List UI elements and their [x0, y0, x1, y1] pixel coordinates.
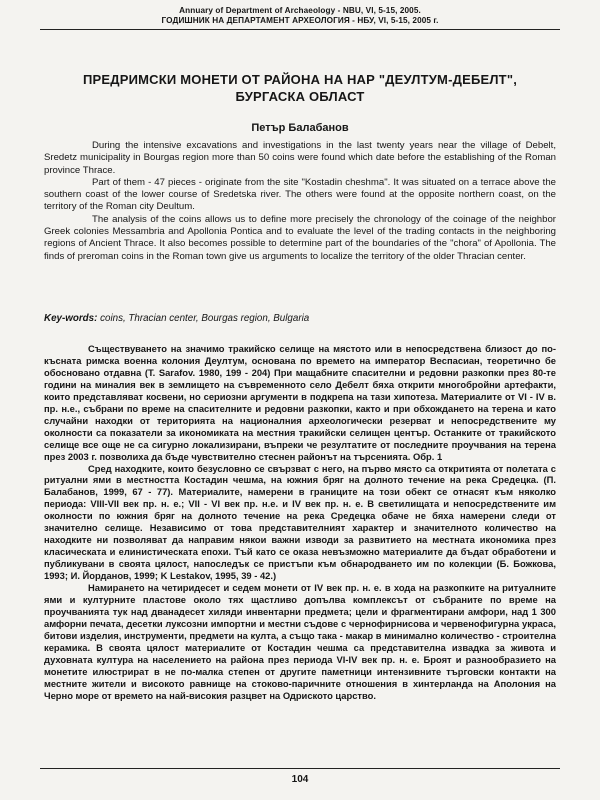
author-name: Петър Балабанов [251, 122, 349, 134]
footer-divider [40, 768, 560, 769]
abstract-paragraph: Part of them - 47 pieces - originate from the site "Kostadin cheshma". It was situated on a terrace above the southern coast of the lower course of Sredetska river. The others were found at the opposite northern coast, on the territory of the Roman city Deultum. [44, 176, 556, 213]
body-paragraph: Съществуването на значимо тракийско селище на мястото или в непосредствена близост до по-късната римска военна колония Деултум, основана по времето на император Веспасиан, теоретично бе обосновано отдавна (T. Sarafov. 1980, 199 - 204) При мащабните спасителни и редовни разкопки през 80-те години на миналия век в землището на съвременното село Дебелт бяха открити многобройни артефакти, които представляват косвени, но сериозни аргументи в подкрепа на тази хипотеза. Материалите от VI - IV в. пр. н.е., събрани по време на спасителните и редовни разкопки, както и при обхождането на терена и като случайни находки от територията на националния археологически резерват и непосредствените му околности са показатели за икономиката на местния тракийски селищен център. Останките от тракийското селище все още не са сигурно локализирани, въпреки че резултатите от последните проучвания на терена през 2003 г. позволиха да бъде чувствително стеснен районът на търсенията. Обр. 1 [44, 343, 556, 462]
article-body [44, 343, 556, 702]
abstract-paragraph: The analysis of the coins allows us to define more precisely the chronology of the coinage of the neighbor Greek colonies Messambria and Apollonia Pontica and to evaluate the level of the trading contacts in the neighboring regions of Ancient Thrace. It also becomes possible to determine part of the boundaries of the "chora" of Apollonia. The finds of preroman coins in the Roman town give us arguments to localize the territory of the older Thracian center. [44, 213, 556, 262]
header-line-english: Annuary of Department of Archaeology - NBU, VI, 5-15, 2005. [179, 6, 421, 15]
body-paragraph: Сред находките, които безусловно се свързват с него, на първо място са откритията от полетата с ритуални ями в местността Костадин чешма, на южния бряг на долното течение на река Средецка. (П. Балабанов, 1999, 67 - 77). Материалите, намерени в границите на този обект се отнасят към няколко периода: VIII-VII век пр. н. е.; VII - VI век пр. н.е. и IV век пр. н. е. В светилищата и непосредствените им околности по южния бряг на долното течение на река Средецка обаче не бяха намерени следи от значително селище. Независимо от това представителният характер и значителното количество на находките ни позволяват да направим някои важни изводи за развитието на местната икономика през класическата и елинистическата епохи. Тъй като се оказа невъзможно материалите да бъдат обработени и публикувани в своята цялост, напоследък се пристъпи към обнародването им по колекции (Б. Божкова, 1993; И. Йорданов, 1999; K Lestakov, 1995, 39 - 42.) [44, 462, 556, 582]
keywords-text: coins, Thracian center, Bourgas region, Bulgaria [100, 313, 310, 324]
title-line-1: ПРЕДРИМСКИ МОНЕТИ ОТ РАЙОНА НА НАР "ДЕУЛТУМ-ДЕБЕЛТ", [82, 72, 518, 87]
article-title [40, 71, 560, 105]
header-divider [40, 29, 560, 30]
running-header [40, 6, 560, 26]
header-line-bulgarian: ГОДИШНИК НА ДЕПАРТАМЕНТ АРХЕОЛОГИЯ - НБУ, VI, 5-15, 2005 г. [161, 16, 439, 25]
keywords-label: Key-words: [44, 313, 98, 324]
body-paragraph: Намирането на четиридесет и седем монети от IV век пр. н. е. в хода на разкопките на ритуалните ями и културните пластове около тях щастливо допълва комплексът от събраните по време на проучванията тук над дванадесет хиляди инвентарни предмета; цели и фрагментирани амфори, над 1 300 амфорни печата, десетки луксозни импортни и местни съдове с чернофирнисова и червенофигурна украса, битови изделия, инструменти, предмети на култа, а също така - макар в минимално количество - строителна керамика. В своята цялост материалите от Костадин чешма са представителна извадка за живота и духовната култура на населението на района през периода VI-IV век пр. н. е. Броят и разнообразието на монетите илюстрират в не по-малка степен от другите паметници интензивните търговски контакти на местните жители и високото равнище на стоково-паричните отношения в хинтерланда на Аполония на Черно море от времето на най-високия разцвет на Одриското царство. [44, 582, 556, 701]
page-number: 104 [291, 774, 309, 785]
title-line-2: БУРГАСКА ОБЛАСТ [235, 89, 365, 104]
abstract [44, 140, 556, 263]
keywords [44, 313, 556, 325]
abstract-paragraph: During the intensive excavations and investigations in the last twenty years near the village of Debelt, Sredetz municipality in Bourgas region more than 50 coins were found which date before the establishing of the Roman province Thrace. [44, 140, 556, 176]
